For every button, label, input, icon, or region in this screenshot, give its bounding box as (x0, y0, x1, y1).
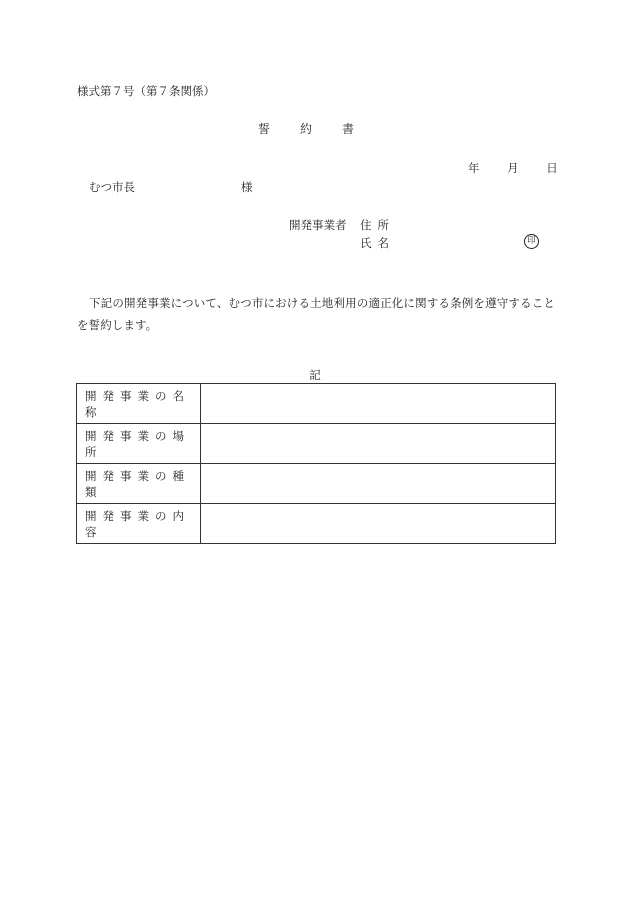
row-label: 開発事業の場所 (77, 424, 201, 464)
addressee: むつ市長 (89, 180, 135, 194)
seal-mark: 印 (524, 234, 539, 249)
row-value (201, 464, 556, 504)
record-table (76, 383, 556, 544)
date-line: 年 月 日 (468, 161, 558, 175)
developer-label: 開発事業者 (289, 218, 347, 232)
row-value (201, 384, 556, 424)
table-row (77, 464, 556, 504)
row-value (201, 424, 556, 464)
table-row (77, 384, 556, 424)
document-title: 誓約書 (257, 122, 384, 136)
form-number: 様式第７号（第７条関係） (77, 84, 215, 98)
addressee-suffix: 様 (241, 180, 253, 194)
ki-label: 記 (309, 368, 321, 382)
pledge-body: 下記の開発事業について、むつ市における土地利用の適正化に関する条例を遵守することを誓約します。 (77, 296, 555, 332)
row-label: 開発事業の種類 (77, 464, 201, 504)
address-label: 住所 (360, 218, 395, 232)
row-value (201, 504, 556, 544)
row-label: 開発事業の内容 (77, 504, 201, 544)
table-row (77, 504, 556, 544)
name-label: 氏名 (360, 236, 395, 250)
table-row (77, 424, 556, 464)
row-label: 開発事業の名称 (77, 384, 201, 424)
